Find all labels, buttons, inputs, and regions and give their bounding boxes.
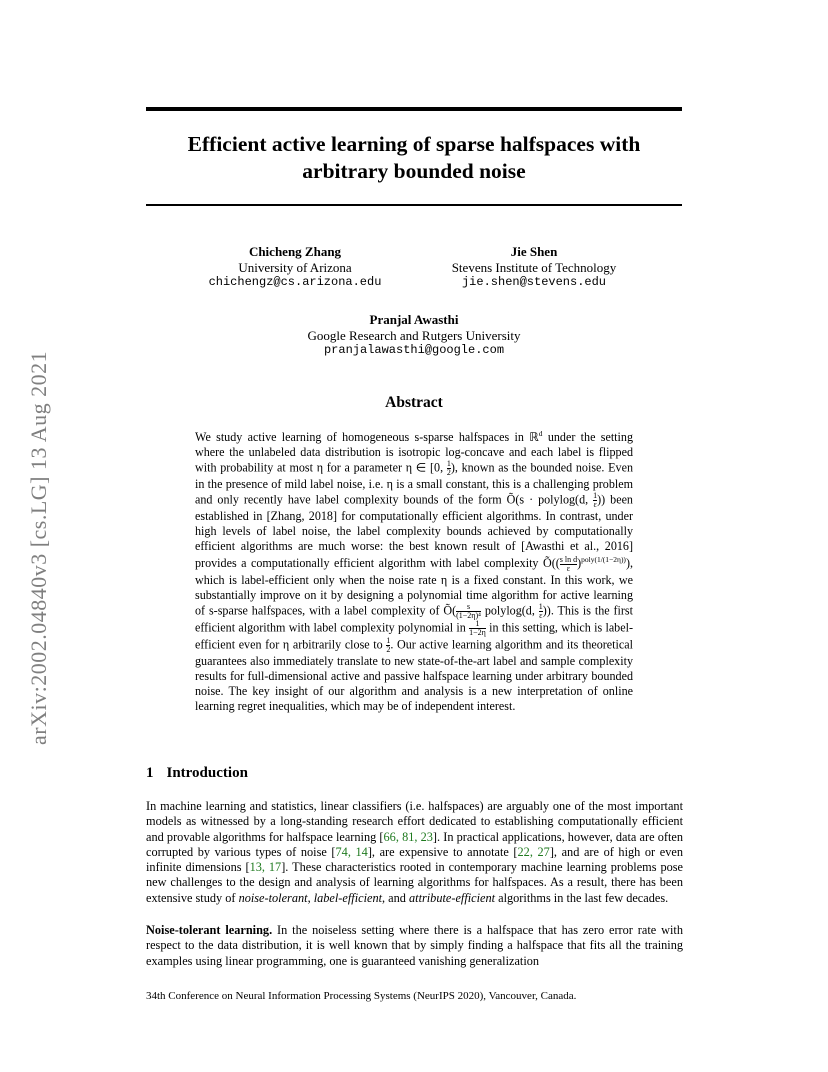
abstract-segment: ), known as the bounded noise. Even in the presence of mild label noise, i.e. η is a small constant, this is a challenging problem and only recently have label complexity bounds of the form Õ(s · polylog(d, [195, 460, 633, 507]
fraction-s-over-noise: $\frac{s}{\text{(1−2η)⁴}}$ [456, 602, 481, 621]
author-email[interactable]: jie.shen@stevens.edu [461, 275, 607, 289]
fraction-one-half: $\frac{1}{2}$ [386, 636, 391, 655]
author-block-2 [434, 244, 634, 291]
abstract-heading: Abstract [385, 394, 443, 411]
abstract-segment: )) been established in [Zhang, 2018] for computationally efficient algorithms. In contrast, under high levels of label noise, the label complexity bounds achieved by computationally efficient algorithms are much worse: the best known result of [Awasthi et al., 2016] provides a computationally efficient algorithm with label complexity Õ(( [195, 492, 633, 571]
author-email[interactable]: chichengz@cs.arizona.edu [208, 275, 382, 289]
section-title: Introduction [166, 765, 248, 781]
author-email[interactable]: pranjalawasthi@google.com [323, 343, 505, 357]
author-name: Chicheng Zhang [248, 244, 342, 259]
title-bottom-rule [146, 204, 682, 206]
abstract-segment: We study active learning of homogeneous s-sparse halfspaces in ℝ [195, 430, 539, 445]
abstract-segment: polylog(d, [480, 603, 539, 618]
section-number: 1 [146, 765, 154, 781]
citation-link[interactable]: 13, 17 [249, 860, 282, 875]
abstract-superscript: poly(1/(1−2η)) [581, 555, 626, 565]
section-heading [146, 765, 248, 782]
abstract-segment: in this setting, which is label-efficient even for η arbitrarily close to [195, 620, 633, 652]
title-top-rule [146, 107, 682, 111]
abstract-segment: . Our active learning algorithm and its theoretical guarantees also immediately translate to new state-of-the-art label and sample complexity results for full-dimensional active and passive halfspace learning under arbitrary bounded noise. The key insight of our algorithm and analysis is a new interpretation of online learning regret inequalities, which may be of independent interest. [195, 637, 633, 713]
author-affiliation: Google Research and Rutgers University [307, 327, 521, 343]
fraction-inverse-noise-margin: $\frac{1}{1-2\eta}$ [469, 619, 486, 638]
author-block-3 [264, 312, 564, 359]
abstract-segment: ) [577, 556, 582, 571]
arxiv-identifier: arXiv:2002.04840v3 [cs.LG] 13 Aug 2021 [26, 350, 51, 745]
fraction-one-over-epsilon: $\frac{1}{\varepsilon}$ [538, 602, 543, 621]
abstract-segment: )). This is the first efficient algorithm with label complexity polynomial in [195, 603, 633, 635]
author-block-1 [195, 244, 395, 291]
paper-title: Efficient active learning of sparse halfspaces with arbitrary bounded noise [187, 132, 641, 183]
paragraph-lead: Noise-tolerant learning. [146, 923, 273, 937]
fraction-one-half: $\frac{1}{2}$ [446, 458, 451, 477]
conference-footer: 34th Conference on Neural Information Processing Systems (NeurIPS 2020), Vancouver, Canada. [146, 990, 577, 1002]
fraction-one-over-epsilon: $\frac{1}{\varepsilon}$ [593, 490, 598, 509]
abstract-segment: under the setting where the unlabeled data distribution is isotropic log-concave and each label is flipped with probability at most η for a parameter η ∈ [0, [195, 430, 633, 475]
abstract-segment: ), which is label-efficient only when the noise rate η is a fixed constant. In this work, we substantially improve on it by designing a polynomial time algorithm for active learning of s-sparse halfspaces, with a label complexity of Õ( [195, 556, 633, 618]
author-affiliation: University of Arizona [238, 259, 352, 275]
intro-paragraph-2: Noise-tolerant learning. In the noiseless setting where there is a halfspace that has zero error rate with respect to the data distribution, it is well known that by simply finding a halfspace that fits all the training examples using linear programming, one is guaranteed vanishing generalization [146, 923, 683, 968]
fraction-s-ln-d-over-epsilon: $\frac{\text{s ln d}}{\varepsilon}$ [559, 555, 578, 574]
abstract-superscript: d [538, 429, 543, 438]
author-affiliation: Stevens Institute of Technology [451, 259, 617, 275]
citation-link[interactable]: 66, 81, 23 [383, 829, 433, 844]
author-name: Jie Shen [510, 244, 558, 259]
citation-link[interactable]: 74, 14 [335, 844, 368, 859]
author-name: Pranjal Awasthi [369, 312, 459, 327]
abstract-text [195, 427, 633, 714]
intro-paragraph-1: In machine learning and statistics, linear classifiers (i.e. halfspaces) are arguably one of the most important models as witnessed by a long-standing research effort dedicated to establishing computationally efficient and provable algorithms for halfspace learning [66, 81, 23]. In practical applications, however, data are often corrupted by various types of noise [74, 14], are expensive to annotate [22, 27], and are of high or even infinite dimensions [13, 17]. These characteristics rooted in contemporary machine learning problems pose new challenges to the design and analysis of learning algorithms for halfspaces. As a result, there has been extensive study of noise-tolerant, label-efficient, and attribute-efficient algorithms in the last few decades. [146, 799, 684, 905]
citation-link[interactable]: 22, 27 [517, 844, 550, 859]
